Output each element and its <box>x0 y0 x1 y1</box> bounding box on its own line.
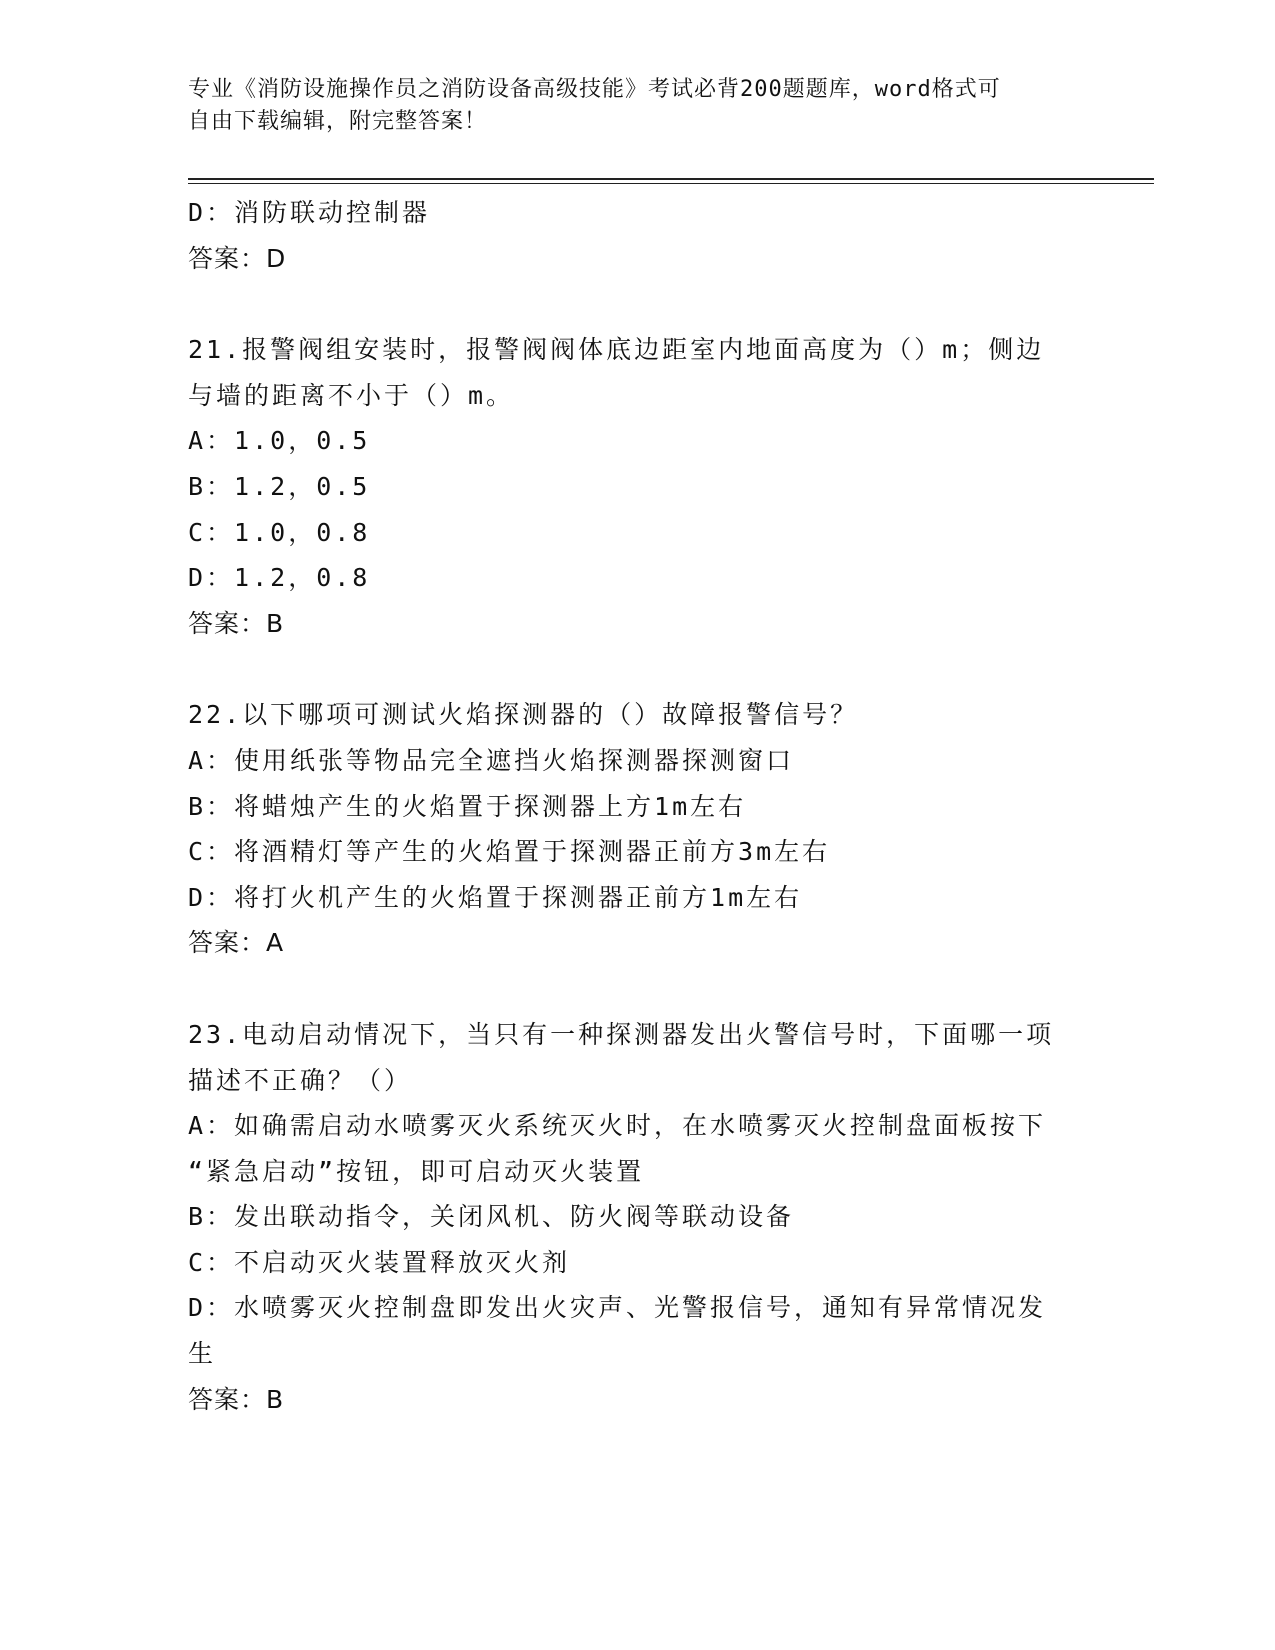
question-stem: 与墙的距离不小于（）m。 <box>188 380 515 410</box>
question-21 <box>188 327 1088 646</box>
question-22 <box>188 692 1088 966</box>
option-d: D：水喷雾灭火控制盘即发出火灾声、光警报信号，通知有异常情况发 <box>188 1293 1047 1323</box>
option-c: C：不启动灭火装置释放灭火剂 <box>188 1247 571 1277</box>
spacer <box>188 281 1088 327</box>
option-d: D：1.2，0.8 <box>188 563 371 593</box>
option-d: D：将打火机产生的火焰置于探测器正前方1m左右 <box>188 882 803 912</box>
question-stem: 23.电动启动情况下，当只有一种探测器发出火警信号时，下面哪一项 <box>188 1019 1055 1049</box>
question-stem: 21.报警阀组安装时，报警阀阀体底边距室内地面高度为（）m；侧边 <box>188 335 1045 365</box>
option-a: A：1.0，0.5 <box>188 426 371 456</box>
question-23 <box>188 1012 1088 1422</box>
option-c: C：1.0，0.8 <box>188 517 371 547</box>
option-a: A：如确需启动水喷雾灭火系统灭火时，在水喷雾灭火控制盘面板按下 <box>188 1111 1047 1141</box>
answer: 答案：A <box>188 928 285 958</box>
option-a-continued: “紧急启动”按钮，即可启动灭火装置 <box>188 1156 645 1186</box>
spacer <box>188 646 1088 692</box>
answer: 答案：B <box>188 608 285 638</box>
option-c: C：将酒精灯等产生的火焰置于探测器正前方3m左右 <box>188 837 831 867</box>
header-divider-thin <box>188 183 1154 184</box>
option-a: A：使用纸张等物品完全遮挡火焰探测器探测窗口 <box>188 745 795 775</box>
prev-option-d: D：消防联动控制器 <box>188 198 431 227</box>
option-b: B：发出联动指令，关闭风机、防火阀等联动设备 <box>188 1202 795 1232</box>
document-header <box>188 74 1088 138</box>
option-b: B：1.2，0.5 <box>188 471 371 501</box>
question-content <box>188 190 1088 1422</box>
spacer <box>188 966 1088 1012</box>
header-line-1: 专业《消防设施操作员之消防设备高级技能》考试必背200题题库，word格式可 <box>188 77 1001 102</box>
header-line-2: 自由下载编辑，附完整答案！ <box>188 109 488 134</box>
question-stem: 22.以下哪项可测试火焰探测器的（）故障报警信号？ <box>188 700 859 730</box>
option-b: B：将蜡烛产生的火焰置于探测器上方1m左右 <box>188 791 747 821</box>
question-stem: 描述不正确？（） <box>188 1065 413 1095</box>
prev-answer: 答案：D <box>188 243 287 273</box>
option-d-continued: 生 <box>188 1339 217 1369</box>
header-divider-thick <box>188 178 1154 180</box>
answer: 答案：B <box>188 1384 285 1414</box>
